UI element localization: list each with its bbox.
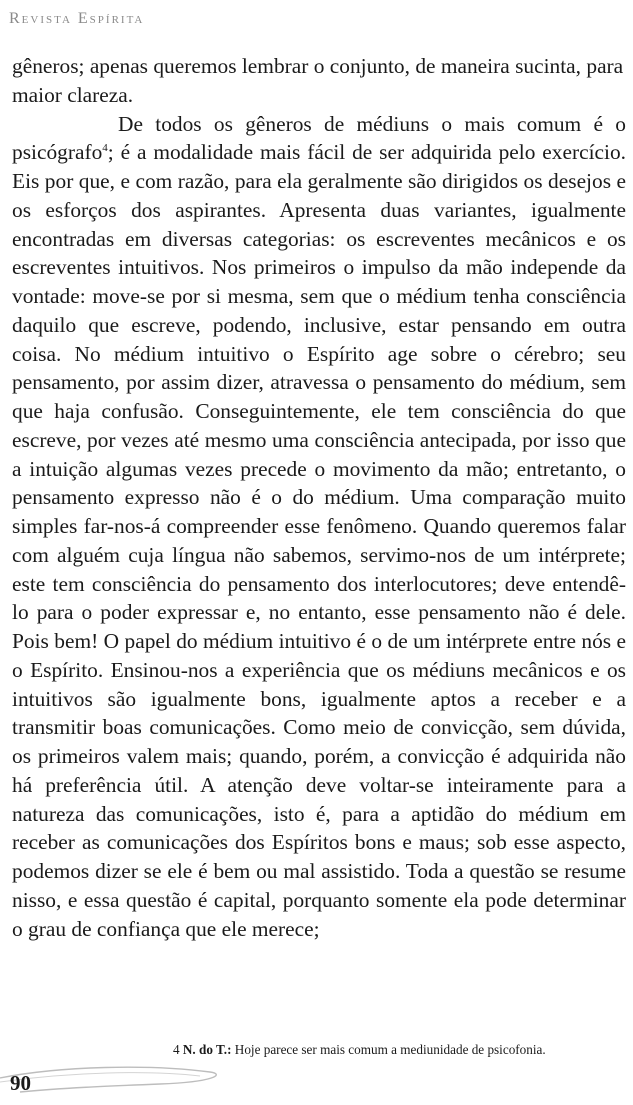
footnote — [173, 1042, 546, 1058]
footnote-marker[interactable]: 4 — [102, 142, 108, 155]
paragraph-2-start: De todos os gêneros de médiuns o mais comum é o psicógrafo — [12, 111, 626, 165]
running-header: Revista Espírita — [9, 10, 145, 27]
footnote-text: Hoje parece ser mais comum a mediunidade de psicofonia. — [234, 1042, 546, 1057]
body-text — [12, 52, 626, 943]
footnote-label: N. do T.: — [182, 1042, 232, 1057]
footnote-number: 4 — [173, 1042, 180, 1057]
paragraph-1: gêneros; apenas queremos lembrar o conjunto, de maneira sucinta, para maior clareza. — [12, 54, 624, 107]
page-ornament — [0, 1058, 240, 1098]
ornament-swoosh — [0, 1067, 216, 1092]
paragraph-2-rest: ; é a modalidade mais fácil de ser adquirida pelo exercício. Eis por que, e com razão, para ela geralmente são dirigidos os desejos e os esforços dos aspirantes. Apresenta duas variantes, igualmente encontradas em diversas categorias: os escreventes mecânicos e os escreventes intuitivos. Nos primeiros o impulso da mão independe da vontade: move-se por si mesma, sem que o médium tenha consciência daquilo que escreve, podendo, inclusive, estar pensando em outra coisa. No médium intuitivo o Espírito age sobre o cérebro; seu pensamento, por assim dizer, atravessa o pensamento do médium, sem que haja confusão. Conseguintemente, ele tem consciência do que escreve, por vezes até mesmo uma consciência antecipada, por isso que a intuição algumas vezes precede o movimento da mão; entretanto, o pensamento expresso não é o do médium. Uma comparação muito simples far-nos-á compreender esse fenômeno. Quando queremos falar com alguém cuja língua não sabemos, servimo-nos de um intérprete; este tem consciência do pensamento dos interlocutores; deve entendê-lo para o poder expressar e, no entanto, esse pensamento não é dele. Pois bem! O papel do médium intuitivo é o de um intérprete entre nós e o Espírito. Ensinou-nos a experiência que os médiuns mecânicos e os intuitivos são igualmente bons, igualmente aptos a receber e a transmitir boas comunicações. Como meio de convicção, sem dúvida, os primeiros valem mais; quando, porém, a convicção é adquirida não há preferência útil. A atenção deve voltar-se inteiramente para a natureza das comunicações, isto é, para a aptidão do médium em receber as comunicações dos Espíritos bons e maus; sob esse aspecto, podemos dizer se ele é bem ou mal assistido. Toda a questão se resume nisso, e essa questão é capital, porquanto somente ela pode determinar o grau de confiança que ele merece; — [12, 140, 626, 941]
paragraph-2 — [12, 110, 626, 944]
page-number: 90 — [10, 1071, 31, 1095]
